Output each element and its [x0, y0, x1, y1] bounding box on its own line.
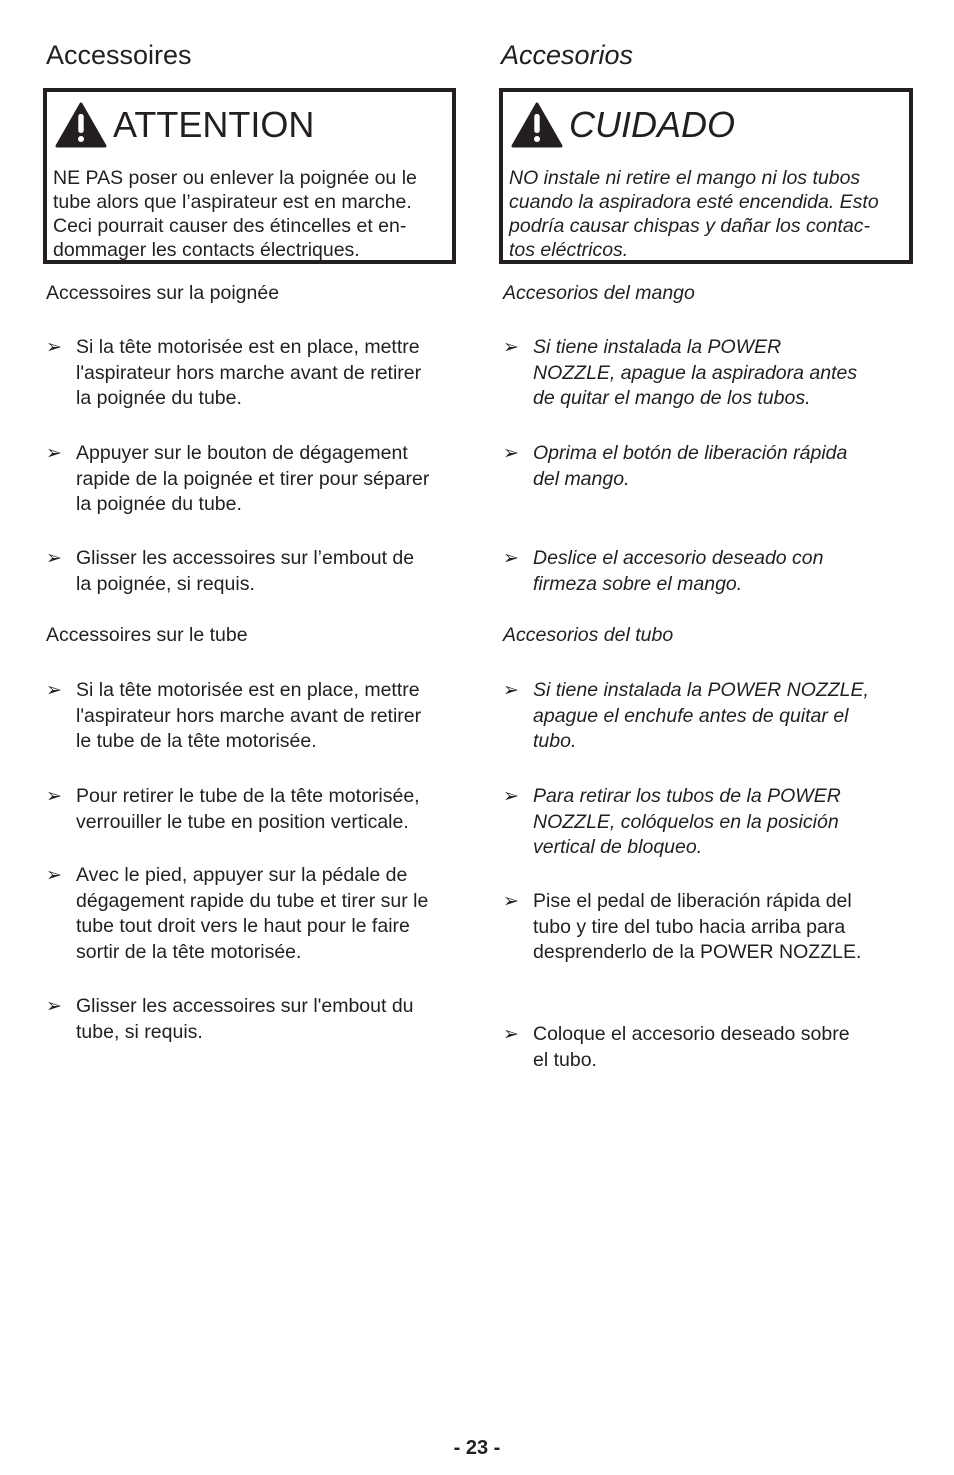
item-line: Appuyer sur le bouton de dégagement	[76, 442, 408, 464]
warning-line: Ceci pourrait causer des étincelles et en-	[53, 215, 407, 237]
item-line: tubo.	[533, 730, 577, 752]
warning-line: cuando la aspiradora esté encendida. Esto	[509, 191, 879, 213]
item-line: tube, si requis.	[76, 1020, 203, 1043]
item-line: firmeza sobre el mango.	[533, 572, 743, 595]
item-line: Si la tête motorisée est en place, mettre	[76, 679, 420, 701]
warning-line: tube alors que l’aspirateur est en marche.	[53, 191, 412, 213]
item-line: vertical de bloqueo.	[533, 836, 703, 858]
subsection-heading: Accessoires sur le tube	[46, 624, 248, 646]
item-line: Oprima el botón de liberación rápida	[533, 442, 848, 464]
bullet-arrow-icon: ➢	[46, 443, 62, 464]
item-line: de quitar el mango de los tubos.	[533, 387, 811, 409]
warning-line: NO instale ni retire el mango ni los tubos	[509, 167, 861, 189]
item-line: sortir de la tête motorisée.	[76, 940, 302, 963]
bullet-arrow-icon: ➢	[503, 891, 519, 912]
bullet-arrow-icon: ➢	[46, 786, 62, 807]
item-line: la poignée du tube.	[76, 493, 242, 515]
item-line: el tubo.	[533, 1048, 597, 1071]
item-line: l'aspirateur hors marche avant de retirer	[76, 361, 422, 384]
warning-line: dommager les contacts électriques.	[53, 239, 360, 261]
item-line: Deslice el accesorio deseado con	[533, 547, 824, 569]
item-line: Glisser les accessoires sur l'embout du	[76, 995, 414, 1017]
warning-line: podría causar chispas y dañar los contac-	[509, 215, 870, 237]
warning-line: NE PAS poser ou enlever la poignée ou le	[53, 167, 417, 189]
bullet-arrow-icon: ➢	[503, 680, 519, 701]
warning-triangle-icon	[511, 102, 563, 148]
item-line: Avec le pied, appuyer sur la pédale de	[76, 864, 408, 886]
warning-line: tos eléctricos.	[509, 239, 629, 261]
item-line: tube tout droit vers le haut pour le faire	[76, 915, 410, 937]
warning-box	[499, 88, 913, 264]
bullet-arrow-icon: ➢	[46, 680, 62, 701]
item-line: Coloque el accesorio deseado sobre	[533, 1023, 850, 1045]
item-line: Glisser les accessoires sur l’embout de	[76, 547, 415, 569]
subsection-heading: Accessoires sur la poignée	[46, 282, 280, 304]
item-line: Para retirar los tubos de la POWER	[533, 785, 841, 807]
bullet-arrow-icon: ➢	[503, 443, 519, 464]
subsection-heading: Accesorios del mango	[503, 282, 695, 304]
subsection-heading: Accesorios del tubo	[503, 624, 674, 646]
warning-title: ATTENTION	[113, 104, 315, 145]
item-line: Pise el pedal de liberación rápida del	[533, 890, 852, 912]
item-line: Si tiene instalada la POWER NOZZLE,	[533, 679, 869, 701]
item-line: Si la tête motorisée est en place, mettre	[76, 336, 420, 358]
warning-text	[53, 166, 446, 262]
item-line: l'aspirateur hors marche avant de retirer	[76, 704, 422, 727]
item-line: NOZZLE, colóquelos en la posición	[533, 810, 839, 833]
item-line: Pour retirer le tube de la tête motorisée,	[76, 785, 420, 807]
item-line: la poignée du tube.	[76, 387, 242, 409]
warning-triangle-icon	[55, 102, 107, 148]
bullet-arrow-icon: ➢	[46, 996, 62, 1017]
section-title: Accesorios	[501, 40, 634, 70]
item-line: verrouiller le tube en position verticale.	[76, 810, 409, 833]
item-line: tubo y tire del tubo hacia arriba para	[533, 915, 846, 938]
bullet-arrow-icon: ➢	[46, 865, 62, 886]
bullet-arrow-icon: ➢	[503, 548, 519, 569]
item-line: dégagement rapide du tube et tirer sur le	[76, 889, 429, 912]
section-title: Accessoires	[46, 40, 192, 70]
warning-box	[43, 88, 456, 264]
warning-text	[509, 166, 903, 262]
item-line: le tube de la tête motorisée.	[76, 730, 317, 752]
bullet-arrow-icon: ➢	[503, 337, 519, 358]
item-line: rapide de la poignée et tirer pour séparer	[76, 467, 430, 490]
item-line: NOZZLE, apague la aspiradora antes	[533, 361, 858, 384]
item-line: desprenderlo de la POWER NOZZLE.	[533, 941, 862, 963]
bullet-arrow-icon: ➢	[46, 337, 62, 358]
bullet-arrow-icon: ➢	[503, 1024, 519, 1045]
warning-title: CUIDADO	[569, 104, 736, 145]
item-line: la poignée, si requis.	[76, 572, 255, 595]
page-number: - 23 -	[453, 1437, 501, 1459]
item-line: Si tiene instalada la POWER	[533, 336, 782, 358]
item-line: apague el enchufe antes de quitar el	[533, 704, 849, 727]
bullet-arrow-icon: ➢	[503, 786, 519, 807]
item-line: del mango.	[533, 467, 630, 490]
bullet-arrow-icon: ➢	[46, 548, 62, 569]
